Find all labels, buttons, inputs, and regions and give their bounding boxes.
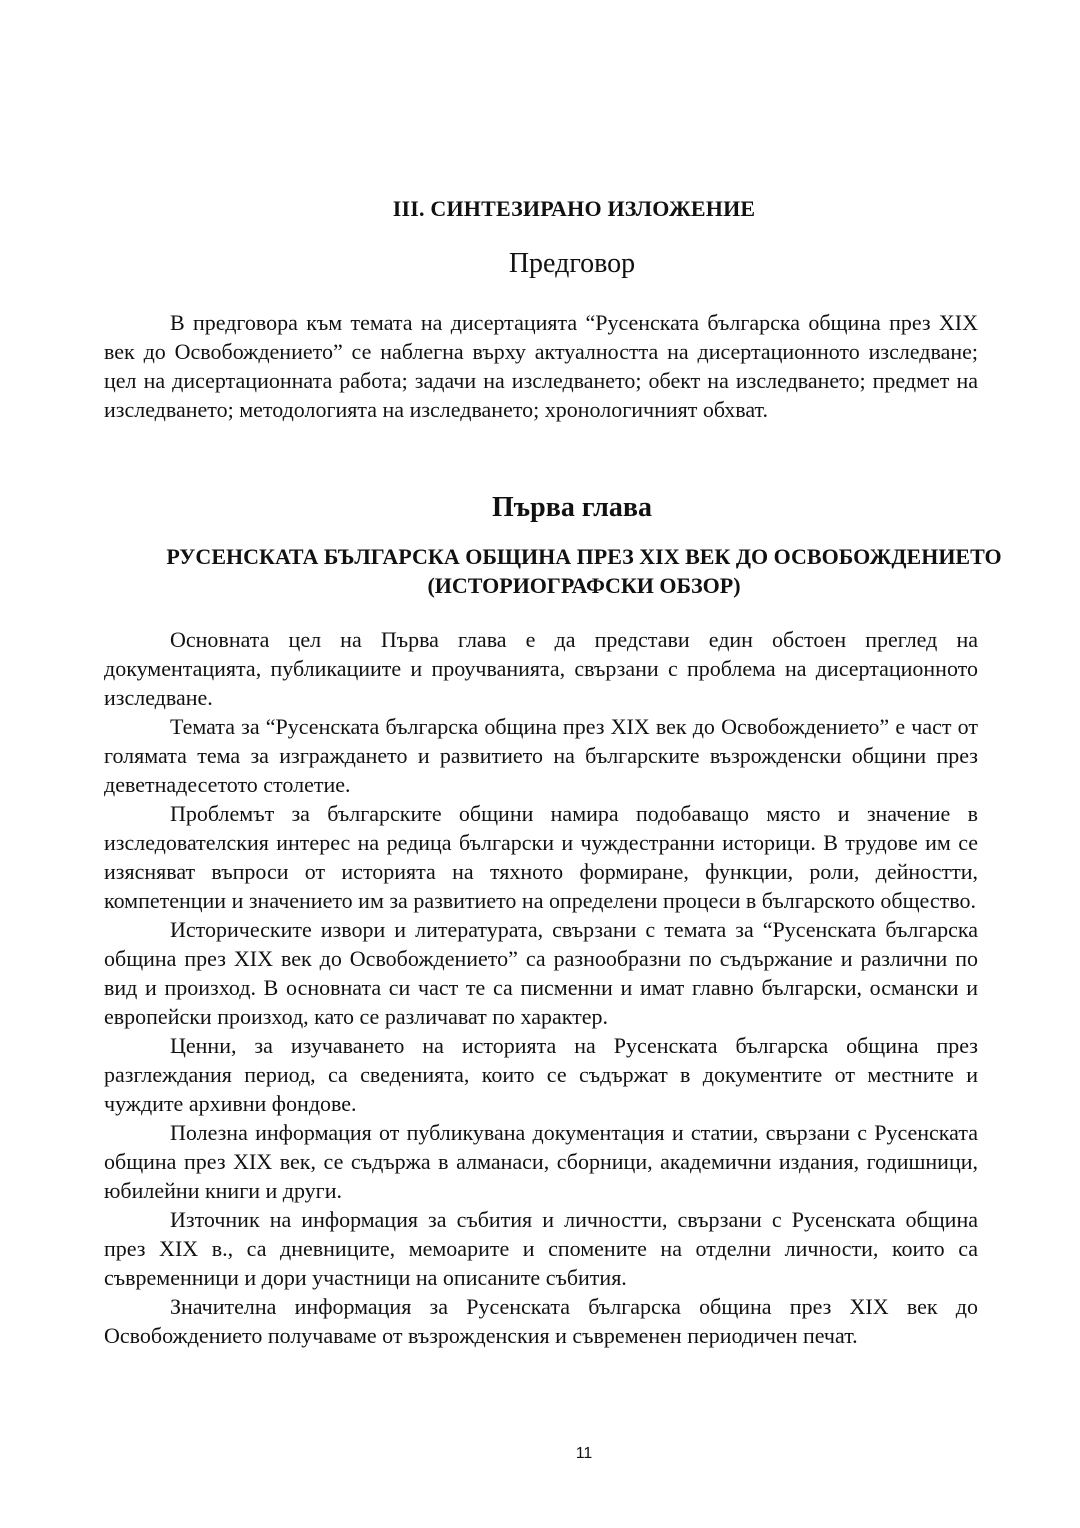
chapter-paragraph: Историческите извори и литературата, свързани с темата за “Русенската българска община през XIX век до Освобождението” са разнообразни по съдържание и различни по вид и произход. В основната си част те са писменни и имат главно български, османски и европейски произход, като се различават по характер. — [104, 917, 978, 1029]
chapter-title: Първа глава — [492, 492, 652, 523]
chapter-paragraph: Ценни, за изучаването на историята на Русенската българска община през разглеждания период, са сведенията, които се съдържат в документите от местните и чуждите архивни фондове. — [104, 1033, 978, 1116]
page-number: 11 — [575, 1445, 593, 1462]
section-title: III. СИНТЕЗИРАНО ИЗЛОЖЕНИЕ — [392, 196, 756, 221]
chapter-paragraph: Полезна информация от публикувана документация и статии, свързани с Русенската община през XIX век, се съдържа в алманаси, сборници, академични издания, годишници, юбилейни книги и други. — [104, 1120, 978, 1203]
chapter-paragraph: Проблемът за българските общини намира подобаващо място и значение в изследователския интерес на редица български и чуждестранни историци. В трудове им се изясняват въпроси от историята на тяхното формиране, функции, роли, дейностти, компетенции и значението им за развитието на определени процеси в българското общество. — [104, 801, 978, 913]
document-page — [104, 0, 1002, 1528]
chapter-paragraph: Значителна информация за Русенската българска община през XIX век до Освобождението получаваме от възрожденския и съвременен периодичен печат. — [104, 1294, 978, 1348]
preface-title: Предговор — [508, 248, 636, 279]
chapter-text — [104, 625, 978, 1350]
chapter-subtitle: РУСЕНСКАТА БЪЛГАРСКА ОБЩИНА ПРЕЗ XIX ВЕК ДО ОСВОБОЖДЕНИЕТО (ИСТОРИОГРАФСКИ ОБЗОР) — [166, 544, 1002, 598]
chapter-paragraph: Основната цел на Първа глава е да представи един обстоен преглед на документацията, публикациите и проучванията, свързани с проблема на дисертационното изследване. — [104, 627, 978, 710]
preface-text — [104, 308, 978, 424]
chapter-paragraph: Темата за “Русенската българска община през XIX век до Освобождението” е част от голямата тема за изграждането и развитието на българските възрожденски общини през деветнадесетото столетие. — [104, 714, 978, 797]
preface-paragraph: В предговора към темата на дисертацията “Русенската българска община през XIX век до Освобождението” се наблегна върху актуалността на дисертационното изследване; цел на дисертационната работа; задачи на изследването; обект на изследването; предмет на изследването; методологията на изследването; хронологичният обхват. — [104, 310, 978, 422]
chapter-paragraph: Източник на информация за събития и личностти, свързани с Русенската община през XIX в., са дневниците, мемоарите и спомените на отделни личности, които са съвременници и дори участници на описаните събития. — [104, 1207, 978, 1290]
